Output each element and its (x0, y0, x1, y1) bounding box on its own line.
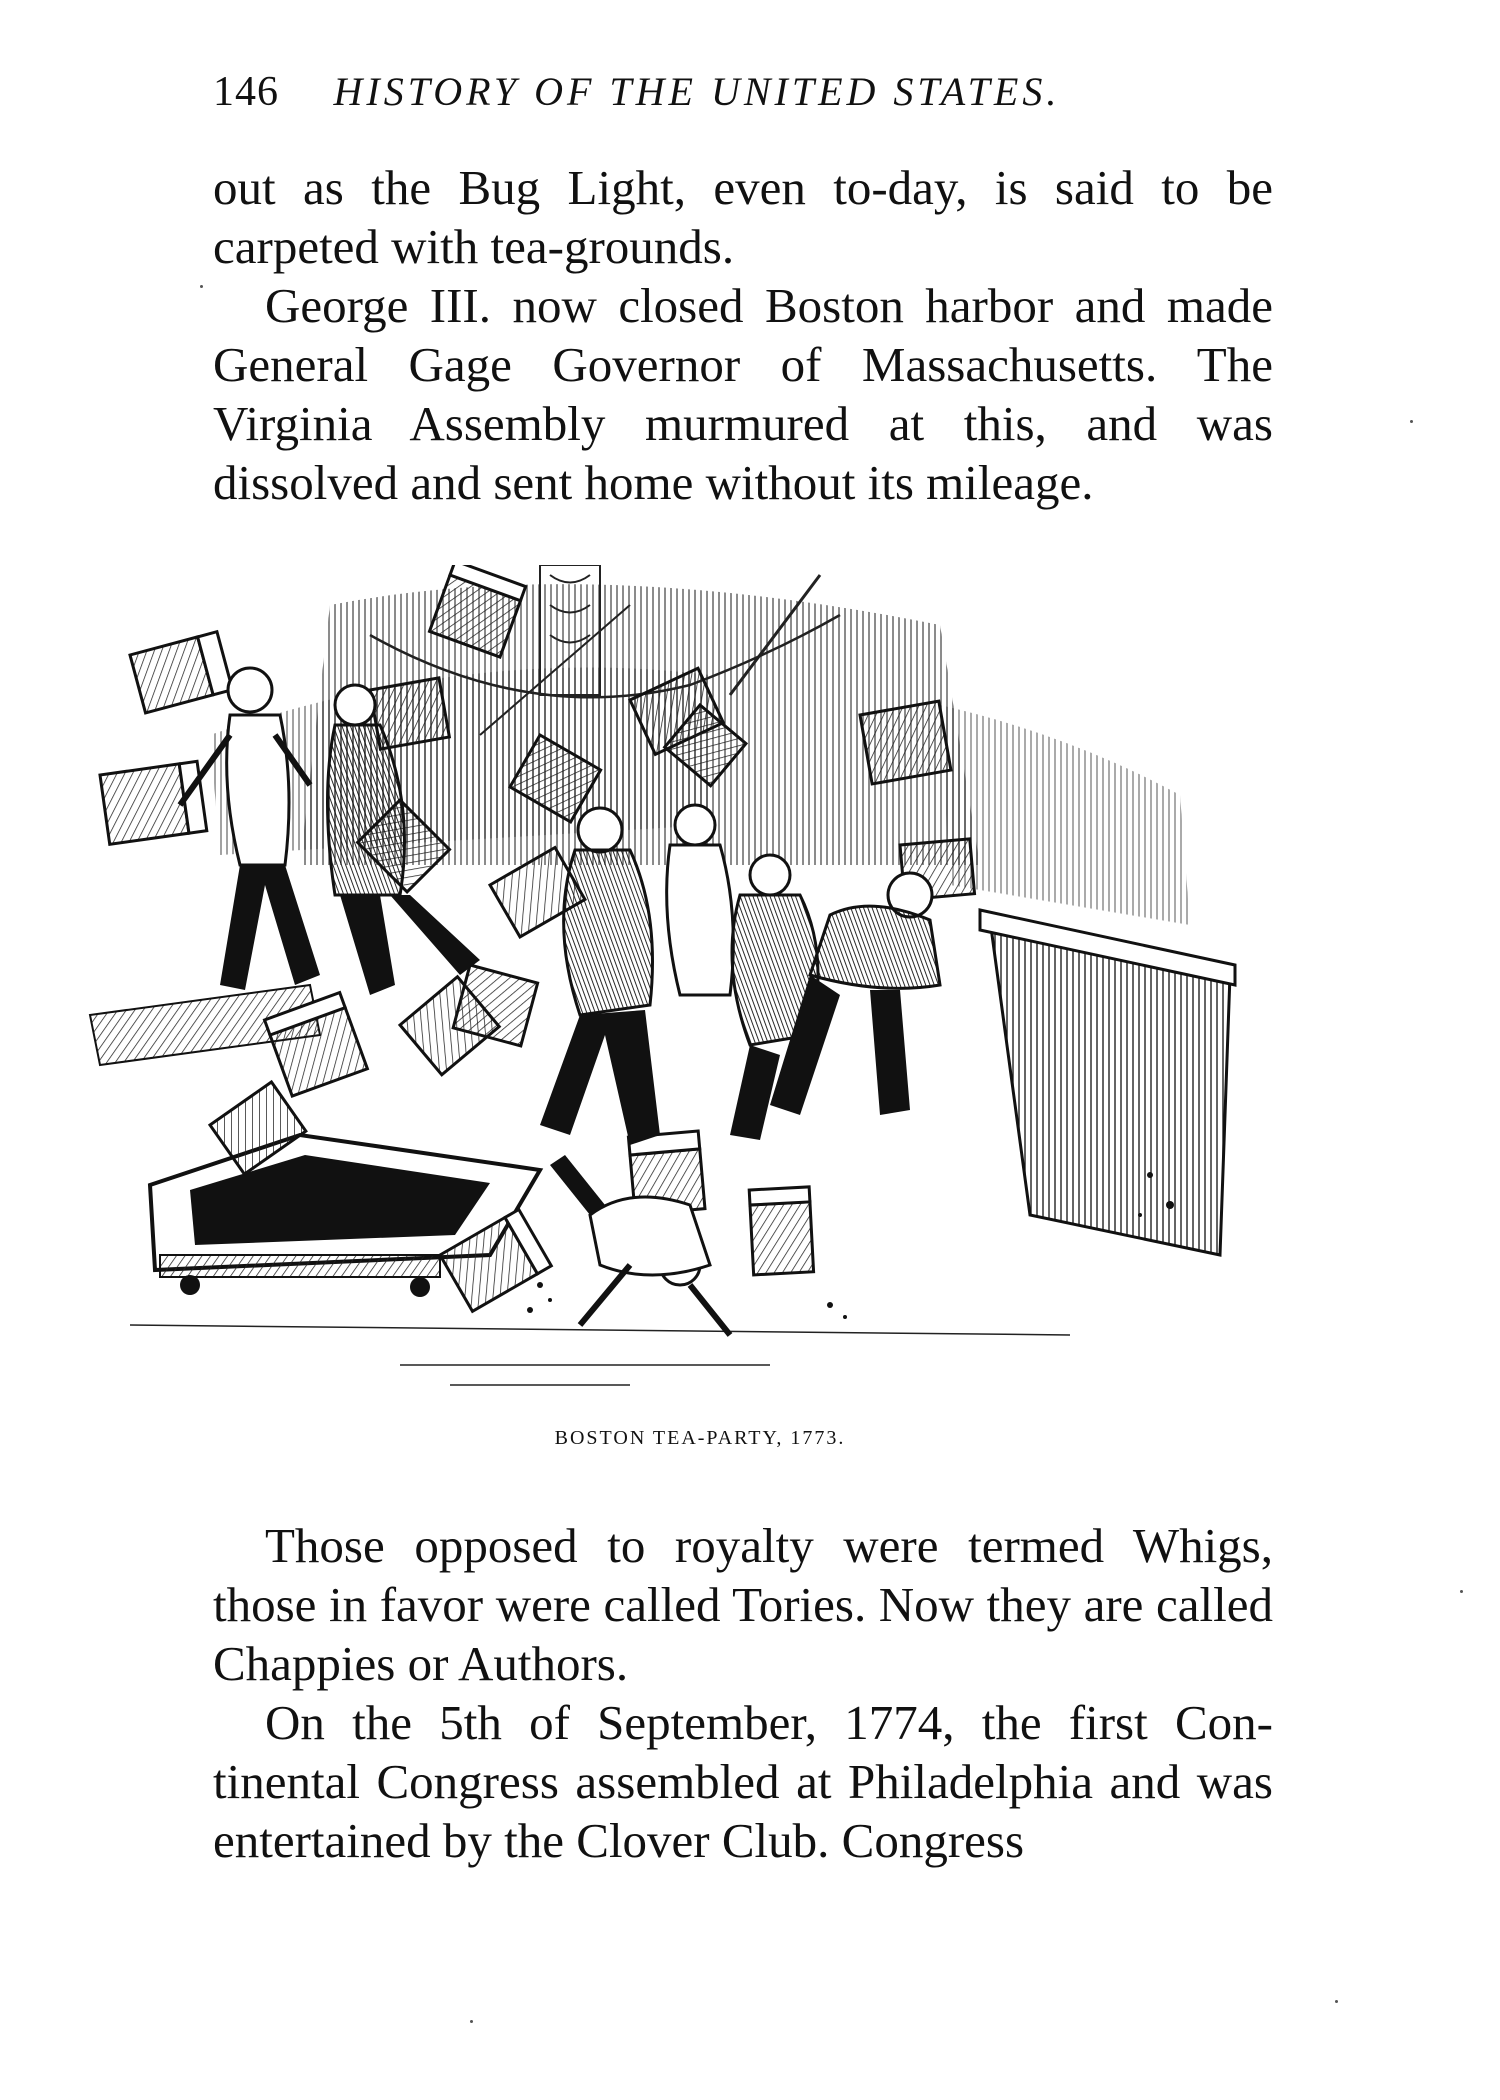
paragraph-continuation: out as the Bug Light, even to-day, is said to be carpeted with tea-grounds. (213, 160, 1273, 274)
paper-speck (1410, 420, 1413, 423)
ship-rail (980, 910, 1235, 1255)
paper-speck (200, 285, 203, 288)
paper-speck (1335, 2000, 1338, 2003)
text-block-top (213, 158, 1273, 512)
paper-speck (470, 2020, 473, 2023)
tea-party-illustration (70, 565, 1290, 1405)
running-head (213, 62, 1273, 122)
running-head-title: HISTORY OF THE UNITED STATES. (333, 69, 1061, 114)
illustration-caption: BOSTON TEA-PARTY, 1773. (554, 1427, 846, 1449)
engraving-image (70, 565, 1290, 1405)
paragraph-george-iii: George III. now closed Boston harbor and made General Gage Governor of Massachusetts. The Virginia Assembly murmured at this, and was dissolved and sent home without its mileage. (213, 278, 1273, 510)
text-block-bottom (213, 1516, 1273, 1870)
page-number: 146 (213, 69, 279, 115)
paper-speck (1460, 1590, 1463, 1593)
paragraph-whigs-tories: Those opposed to royalty were termed Whigs, those in favor were called Tories. Now they are called Chappies or Authors. (213, 1518, 1273, 1691)
paragraph-continental-congress: On the 5th of September, 1774, the first Continental Congress assembled at Philadelphia and was entertained by the Clover Club. Congress (213, 1695, 1273, 1868)
